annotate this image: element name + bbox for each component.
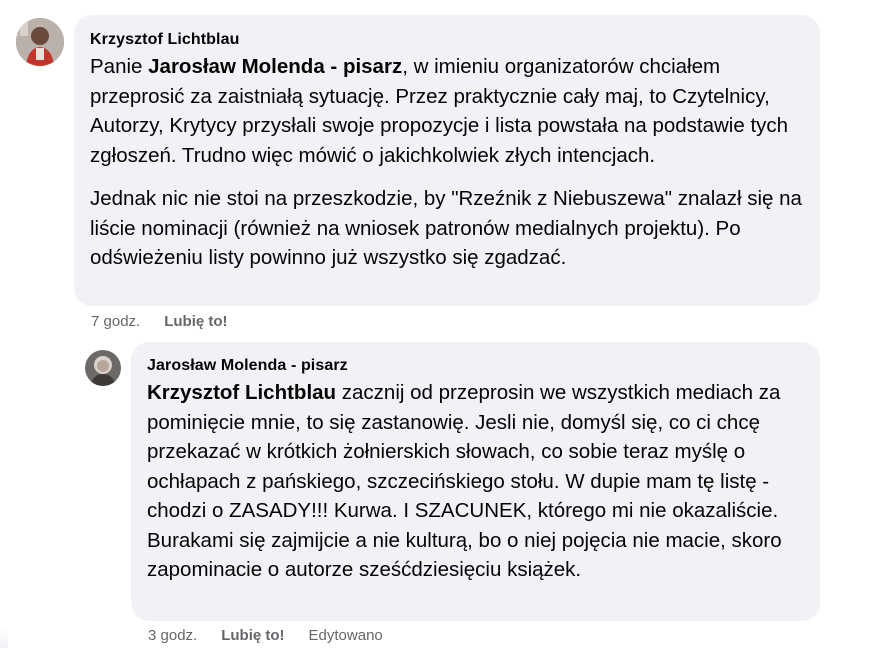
comment-timestamp[interactable]: 7 godz. xyxy=(91,313,141,330)
edited-label: Edytowano xyxy=(308,627,383,644)
comment-text: , w imieniu organizatorów chciałem przeprosić za zaistniałą sytuację. Przez praktycznie cały maj, to Czytelnicy, Autorzy, Krytycy przysłali swoje propozycje i lista powstała na podstawie tych zgłoszeń. Trudno więc mówić o jakichkolwiek złych intencjach. xyxy=(90,55,789,167)
comment-actions xyxy=(91,312,252,332)
mention-link[interactable]: Jarosław Molenda - pisarz xyxy=(148,55,403,78)
user-avatar-photo-icon xyxy=(16,18,64,66)
comment-actions xyxy=(148,626,407,646)
avatar[interactable] xyxy=(85,350,121,386)
like-button[interactable]: Lubię to! xyxy=(221,627,285,644)
mention-link[interactable]: Krzysztof Lichtblau xyxy=(147,381,337,404)
avatar[interactable] xyxy=(16,18,64,66)
user-avatar-photo-icon xyxy=(85,350,121,386)
comment-paragraph xyxy=(90,52,804,170)
comment-paragraph xyxy=(147,378,804,585)
comment-paragraph xyxy=(90,184,804,273)
thread-edge xyxy=(0,628,8,648)
reply-bubble xyxy=(131,342,820,621)
comment-text: Jednak nic nie stoi na przeszkodzie, by "Rzeźnik z Niebuszewa" znalazł się na liście nominacji (również na wniosek patronów medialnych projektu). Po odświeżeniu listy powinno już wszystko się zgadzać. xyxy=(90,187,802,269)
like-button[interactable]: Lubię to! xyxy=(164,313,228,330)
comment-text: zacznij od przeprosin we wszystkich mediach za pominięcie mnie, to się zastanowię. Jesli nie, domyśl się, co ci chcę przekazać w krótkich żołnierskich słowach, co sobie teraz myślę o ochłapach z pańskiego, szczecińskiego stołu. W dupie mam tę listę - chodzi o ZASADY!!! Kurwa. I SZACUNEK, którego mi nie okazaliście. Burakami się zajmijcie a nie kulturą, bo o niej pojęcia nie macie, skoro zapominacie o autorze sześćdziesięciu książek. xyxy=(147,381,782,581)
comment-author[interactable]: Krzysztof Lichtblau xyxy=(90,31,240,48)
comment-text-prefix: Panie xyxy=(90,55,149,78)
comment-author[interactable]: Jarosław Molenda - pisarz xyxy=(147,357,348,374)
comment-bubble xyxy=(74,15,820,306)
comment-timestamp[interactable]: 3 godz. xyxy=(148,627,198,644)
